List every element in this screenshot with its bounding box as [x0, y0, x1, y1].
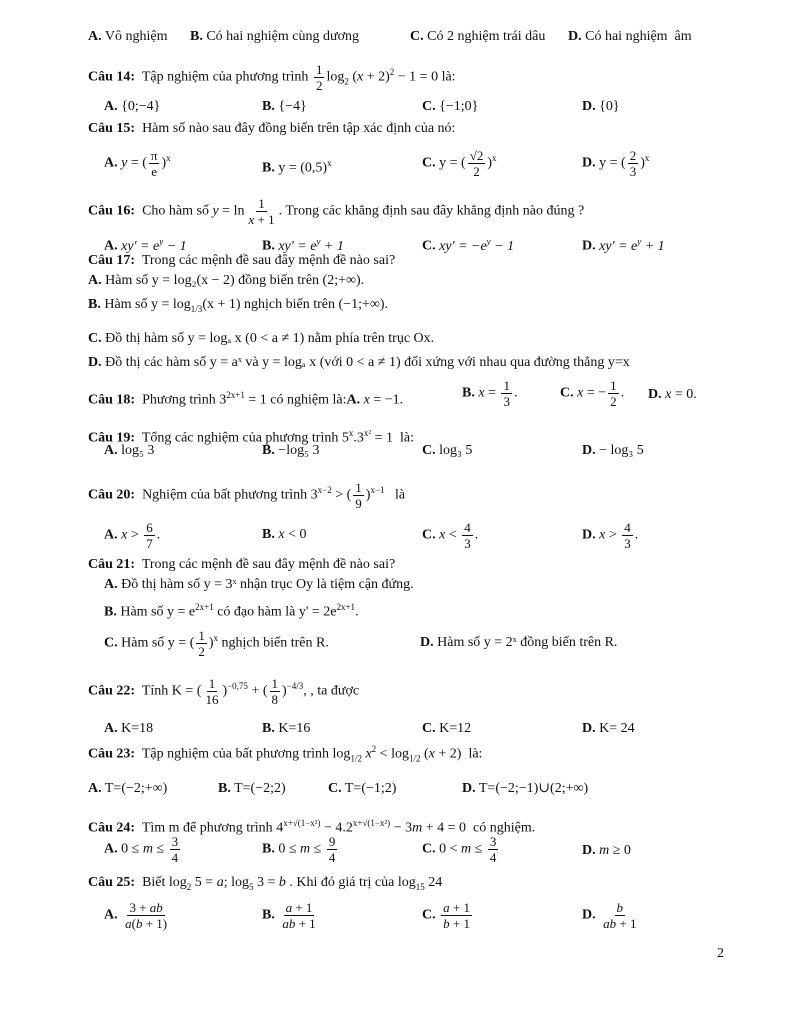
q23-option-b: B. T=(−2;2) [218, 781, 286, 796]
question-25: Câu 25: Biết $\log_2 5 = a$; $\log_5 3 = b$ . Khi đó giá trị của $\log_{15} 24$ [88, 875, 443, 892]
question-18: Câu 18: Phương trình $3^{2x+1} = 1$ có nghiệm là:A. x = −1. [88, 390, 404, 408]
question-19: Câu 19: Tổng các nghiệm của phương trình $5^x.3^{x^2} = 1$ là: [88, 428, 414, 446]
q25-option-d: D. $\frac{b}{ab + 1}$ [582, 900, 637, 931]
q20-option-a: A. x > $\frac{6}{7}$ . [104, 520, 161, 551]
page-number: 2 [717, 946, 724, 961]
question-22: Câu 22: Tính K = ( $\frac{1}{16}$ )$^{-0,75}$ + ( $\frac{1}{8}$ )$^{-4/3}$, , ta được [88, 676, 360, 707]
q20-option-c: C. x < $\frac{4}{3}$ . [422, 520, 479, 551]
q21-option-d: D. Hàm số y = 2ˣ đồng biến trên R. [420, 635, 618, 650]
q24-option-b: B. 0 ≤ m ≤ $\frac{9}{4}$ [262, 834, 336, 865]
q25-option-b: B. $\frac{a + 1}{ab + 1}$ [262, 900, 316, 931]
q17-option-c: C. Đồ thị hàm số y = logₐ x (0 < a ≠ 1) nằm phía trên trục Ox. [88, 331, 435, 346]
q14-option-b: B. {−4} [262, 99, 307, 114]
q14-option-c: C. {−1;0} [422, 99, 479, 114]
q23-option-d: D. T=(−2;−1)∪(2;+∞) [462, 781, 589, 796]
question-15: Câu 15: Hàm số nào sau đây đồng biến trên tập xác định của nó: [88, 121, 456, 136]
q17-option-a: A. Hàm số y = log₂(x − 2) đồng biến trên (2;+∞). [88, 273, 365, 288]
q23-option-a: A. T=(−2;+∞) [88, 781, 168, 796]
question-14: Câu 14: Tập nghiệm của phương trình $\frac{1}{2}$ $\log_2 (x + 2)^2 - 1 = 0$ là: [88, 62, 456, 93]
q16-option-b: B. $xy' = e^y + 1$ [262, 236, 344, 254]
q22-option-b: B. K=16 [262, 721, 311, 736]
q24-option-d: D. m ≥ 0 [582, 843, 631, 858]
q21-option-a: A. Đồ thị hàm số y = 3ˣ nhận trục Oy là tiệm cận đứng. [104, 577, 414, 592]
q16-option-d: D. $xy' = e^y + 1$ [582, 236, 665, 254]
q13-option-b: B. Có hai nghiệm cùng dương [190, 29, 359, 44]
q24-option-a: A. 0 ≤ m ≤ $\frac{3}{4}$ [104, 834, 179, 865]
q17-option-b: B. Hàm số $y = \log_{1/3}(x + 1)$ nghịch biến trên (−1;+∞). [88, 297, 388, 314]
q20-option-b: B. x < 0 [262, 527, 307, 542]
q19-option-a: A. log₅ 3 [104, 443, 155, 458]
q19-option-c: C. log₃ 5 [422, 443, 473, 458]
q19-option-d: D. − log₃ 5 [582, 443, 644, 458]
q23-option-c: C. T=(−1;2) [328, 781, 397, 796]
question-17: Câu 17: Trong các mệnh đề sau đây mệnh đề nào sai? [88, 253, 396, 268]
question-21: Câu 21: Trong các mệnh đề sau đây mệnh đề nào sai? [88, 557, 396, 572]
q15-option-c: C. y = ( $\frac{√2}{2}$ )$^x$ [422, 148, 497, 179]
question-24: Câu 24: Tìm m để phương trình $4^{x+√(1-x^2)} - 4.2^{x+√(1-x^2)} - 3m + 4 = 0$ có nghiệm. [88, 818, 536, 836]
q20-option-d: D. x > $\frac{4}{3}$ . [582, 520, 639, 551]
q14-option-a: A. {0;−4} [104, 99, 161, 114]
q17-option-d: D. Đồ thị các hàm số y = aˣ và y = logₐ x (với 0 < a ≠ 1) đối xứng với nhau qua đường thẳng y=x [88, 355, 630, 370]
q22-option-d: D. K= 24 [582, 721, 635, 736]
q22-option-c: C. K=12 [422, 721, 472, 736]
q25-option-c: C. $\frac{a + 1}{b + 1}$ [422, 900, 470, 931]
q15-option-a: A. y = ( $\frac{\pi}{e}$ )$^x$ [104, 148, 171, 179]
q15-option-d: D. y = ( $\frac{2}{3}$ )$^x$ [582, 148, 650, 179]
q22-option-a: A. K=18 [104, 721, 154, 736]
q13-option-a: A. Vô nghiệm [88, 29, 168, 44]
q15-option-b: B. $y = (0,5)^x$ [262, 158, 332, 176]
question-23: Câu 23: Tập nghiệm của bất phương trình $\log_{1/2} x^2 < \log_{1/2} (x + 2)$ là: [88, 744, 483, 764]
q19-option-b: B. −log₅ 3 [262, 443, 320, 458]
q13-option-c: C. Có 2 nghiệm trái dâu [410, 29, 546, 44]
q18-option-d: D. x = 0. [648, 387, 697, 402]
q25-option-a: A. $\frac{3 + ab}{a(b + 1)}$ [104, 900, 168, 931]
q16-option-c: C. $xy' = -e^y - 1$ [422, 236, 515, 254]
q16-option-a: A. $xy' = e^y - 1$ [104, 236, 187, 254]
question-16: Câu 16: Cho hàm số y = ln $\frac{1}{x + 1}$ . Trong các khẳng định sau đây khẳng định nào đúng ? [88, 196, 585, 227]
q21-option-b: B. Hàm số $y = e^{2x+1}$ có đạo hàm là $y' = 2e^{2x+1}$. [104, 602, 359, 620]
q18-option-c: C. x = − $\frac{1}{2}$ . [560, 378, 625, 409]
question-20: Câu 20: Nghiệm của bất phương trình $3^{x-2}$ > ( $\frac{1}{9}$ )$^{x-1}$ là [88, 480, 406, 511]
q24-option-c: C. 0 < m ≤ $\frac{3}{4}$ [422, 834, 497, 865]
q21-option-c: C. Hàm số y = ( $\frac{1}{2}$ )$^x$ nghịch biến trên R. [104, 628, 329, 659]
q14-option-d: D. {0} [582, 99, 620, 114]
q13-option-d: D. Có hai nghiệm âm [568, 29, 692, 44]
q18-option-b: B. x = $\frac{1}{3}$ . [462, 378, 518, 409]
